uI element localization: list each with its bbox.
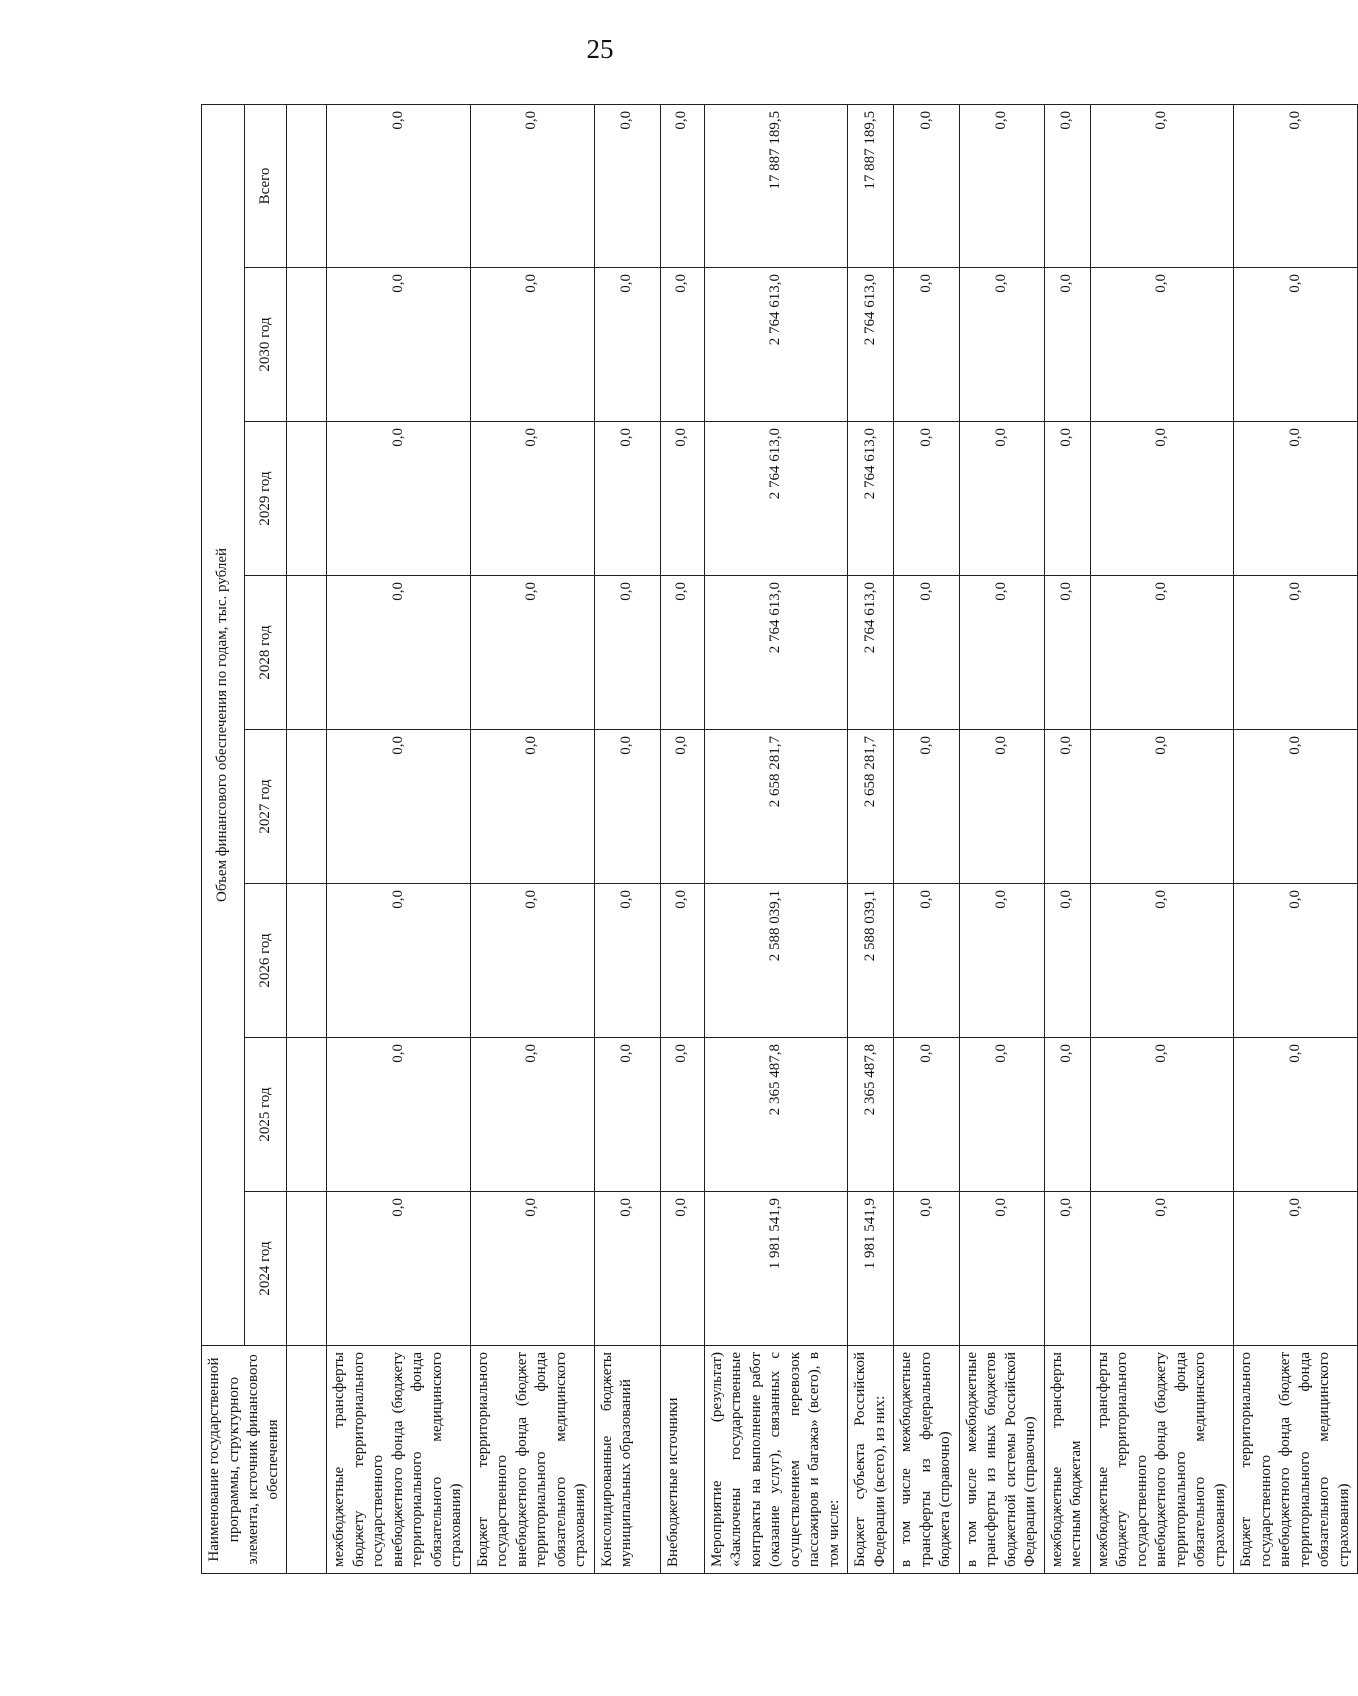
row-year-value: 0,0	[959, 1038, 1044, 1192]
table-row	[594, 104, 660, 1573]
row-year-value: 0,0	[327, 576, 471, 730]
header-year: 2030 год	[244, 268, 287, 422]
spacer-row	[287, 104, 327, 1573]
row-year-value: 0,0	[660, 884, 704, 1038]
row-year-value: 0,0	[959, 576, 1044, 730]
header-volume: Объем финансового обеспечения по годам, тыс. рублей	[202, 104, 245, 1345]
row-year-value: 0,0	[1044, 884, 1090, 1038]
row-year-value: 0,0	[1090, 730, 1234, 884]
row-year-value: 0,0	[894, 1192, 960, 1346]
row-total-value: 0,0	[1044, 104, 1090, 267]
row-year-value: 0,0	[1234, 730, 1358, 884]
row-year-value: 2 365 487,8	[848, 1038, 894, 1192]
row-year-value: 1 981 541,9	[848, 1192, 894, 1346]
row-label: в том числе межбюджетные трансферты из федерального бюджета (справочно)	[894, 1346, 960, 1574]
row-year-value: 0,0	[594, 1038, 660, 1192]
header-year: 2025 год	[244, 1038, 287, 1192]
row-label: Бюджет субъекта Российской Федерации (всего), из них:	[848, 1346, 894, 1574]
row-year-value: 0,0	[594, 422, 660, 576]
table-row	[327, 104, 471, 1573]
row-label: межбюджетные трансферты местным бюджетам	[1044, 1346, 1090, 1574]
header-year: 2028 год	[244, 576, 287, 730]
row-year-value: 0,0	[594, 730, 660, 884]
financing-table	[201, 104, 1358, 1574]
row-year-value: 2 588 039,1	[704, 884, 848, 1038]
row-year-value: 0,0	[327, 1192, 471, 1346]
row-label: Внебюджетные источники	[660, 1346, 704, 1574]
row-year-value: 0,0	[959, 884, 1044, 1038]
row-year-value: 0,0	[1090, 1192, 1234, 1346]
row-year-value: 0,0	[660, 1038, 704, 1192]
row-year-value: 2 764 613,0	[704, 268, 848, 422]
row-year-value: 0,0	[894, 1038, 960, 1192]
row-year-value: 0,0	[959, 1192, 1044, 1346]
row-year-value: 0,0	[660, 576, 704, 730]
row-year-value: 0,0	[1044, 268, 1090, 422]
row-total-value: 0,0	[470, 104, 594, 267]
row-year-value: 0,0	[1090, 576, 1234, 730]
row-year-value: 0,0	[1090, 268, 1234, 422]
row-year-value: 0,0	[1234, 422, 1358, 576]
row-year-value: 0,0	[894, 730, 960, 884]
row-year-value: 0,0	[594, 1192, 660, 1346]
row-year-value: 0,0	[327, 730, 471, 884]
row-year-value: 2 764 613,0	[704, 422, 848, 576]
table-row	[470, 104, 594, 1573]
row-year-value: 0,0	[1044, 422, 1090, 576]
row-year-value: 0,0	[959, 268, 1044, 422]
row-total-value: 0,0	[959, 104, 1044, 267]
page-number: 25	[586, 34, 614, 64]
row-year-value: 0,0	[1234, 884, 1358, 1038]
row-year-value: 0,0	[594, 268, 660, 422]
row-year-value: 0,0	[470, 576, 594, 730]
row-total-value: 0,0	[1090, 104, 1234, 267]
row-year-value: 0,0	[660, 730, 704, 884]
row-year-value: 2 764 613,0	[848, 422, 894, 576]
row-total-value: 0,0	[660, 104, 704, 267]
row-year-value: 0,0	[894, 268, 960, 422]
row-year-value: 0,0	[1044, 730, 1090, 884]
row-year-value: 0,0	[470, 730, 594, 884]
row-year-value: 0,0	[1090, 422, 1234, 576]
row-total-value: 0,0	[894, 104, 960, 267]
header-year: 2024 год	[244, 1192, 287, 1346]
row-year-value: 0,0	[470, 268, 594, 422]
header-year: 2029 год	[244, 422, 287, 576]
row-year-value: 0,0	[594, 576, 660, 730]
row-total-value: 0,0	[594, 104, 660, 267]
row-label: Мероприятие (результат) «Заключены государственные контракты на выполнение работ (оказание услуг), связанных с осуществлением перевозок пассажиров и багажа» (всего), в том числе:	[704, 1346, 848, 1574]
rotated-table-container	[201, 105, 1352, 1574]
row-year-value: 0,0	[959, 422, 1044, 576]
row-total-value: 0,0	[327, 104, 471, 267]
row-label: Консолидированные бюджеты муниципальных образований	[594, 1346, 660, 1574]
row-label: Бюджет территориального государственного внебюджетного фонда (бюджет территориального фонда обязательного медицинского страхования)	[470, 1346, 594, 1574]
row-year-value: 0,0	[327, 268, 471, 422]
row-year-value: 0,0	[660, 268, 704, 422]
row-year-value: 0,0	[660, 1192, 704, 1346]
header-year: 2026 год	[244, 884, 287, 1038]
row-year-value: 0,0	[470, 422, 594, 576]
row-label: в том числе межбюджетные трансферты из иных бюджетов бюджетной системы Российской Федерации (справочно)	[959, 1346, 1044, 1574]
table-row	[959, 104, 1044, 1573]
row-year-value: 0,0	[894, 422, 960, 576]
row-year-value: 0,0	[470, 1038, 594, 1192]
row-year-value: 0,0	[1234, 268, 1358, 422]
row-year-value: 2 588 039,1	[848, 884, 894, 1038]
row-year-value: 0,0	[1044, 1192, 1090, 1346]
row-year-value: 0,0	[327, 884, 471, 1038]
row-total-value: 17 887 189,5	[704, 104, 848, 267]
table-row	[1234, 104, 1358, 1573]
row-label: межбюджетные трансферты бюджету территориального государственного внебюджетного фонда (бюджету территориального фонда обязательного медицинского страхования)	[327, 1346, 471, 1574]
header-year: 2027 год	[244, 730, 287, 884]
row-year-value: 0,0	[894, 576, 960, 730]
row-year-value: 0,0	[327, 422, 471, 576]
header-name-column: Наименование государственной программы, структурного элемента, источник финансового обеспечения	[202, 1346, 287, 1574]
row-label: Бюджет территориального государственного внебюджетного фонда (бюджет территориального фонда обязательного медицинского страхования)	[1234, 1346, 1358, 1574]
row-year-value: 0,0	[894, 884, 960, 1038]
row-label: межбюджетные трансферты бюджету территориального государственного внебюджетного фонда (бюджету территориального фонда обязательного медицинского страхования)	[1090, 1346, 1234, 1574]
row-total-value: 17 887 189,5	[848, 104, 894, 267]
row-year-value: 0,0	[660, 422, 704, 576]
row-year-value: 2 764 613,0	[704, 576, 848, 730]
row-year-value: 2 764 613,0	[848, 576, 894, 730]
row-year-value: 0,0	[1090, 1038, 1234, 1192]
table-row	[660, 104, 704, 1573]
table-row	[1090, 104, 1234, 1573]
row-year-value: 2 658 281,7	[704, 730, 848, 884]
table-row	[894, 104, 960, 1573]
row-year-value: 0,0	[1234, 1038, 1358, 1192]
row-year-value: 0,0	[1234, 1192, 1358, 1346]
header-total: Всего	[244, 104, 287, 267]
row-year-value: 0,0	[470, 1192, 594, 1346]
row-year-value: 0,0	[327, 1038, 471, 1192]
table-row	[704, 104, 848, 1573]
row-year-value: 1 981 541,9	[704, 1192, 848, 1346]
row-year-value: 0,0	[470, 884, 594, 1038]
row-total-value: 0,0	[1234, 104, 1358, 267]
row-year-value: 0,0	[1090, 884, 1234, 1038]
row-year-value: 2 658 281,7	[848, 730, 894, 884]
row-year-value: 2 764 613,0	[848, 268, 894, 422]
row-year-value: 0,0	[959, 730, 1044, 884]
row-year-value: 0,0	[1044, 576, 1090, 730]
row-year-value: 2 365 487,8	[704, 1038, 848, 1192]
table-row	[848, 104, 894, 1573]
row-year-value: 0,0	[1044, 1038, 1090, 1192]
row-year-value: 0,0	[594, 884, 660, 1038]
row-year-value: 0,0	[1234, 576, 1358, 730]
table-row	[1044, 104, 1090, 1573]
